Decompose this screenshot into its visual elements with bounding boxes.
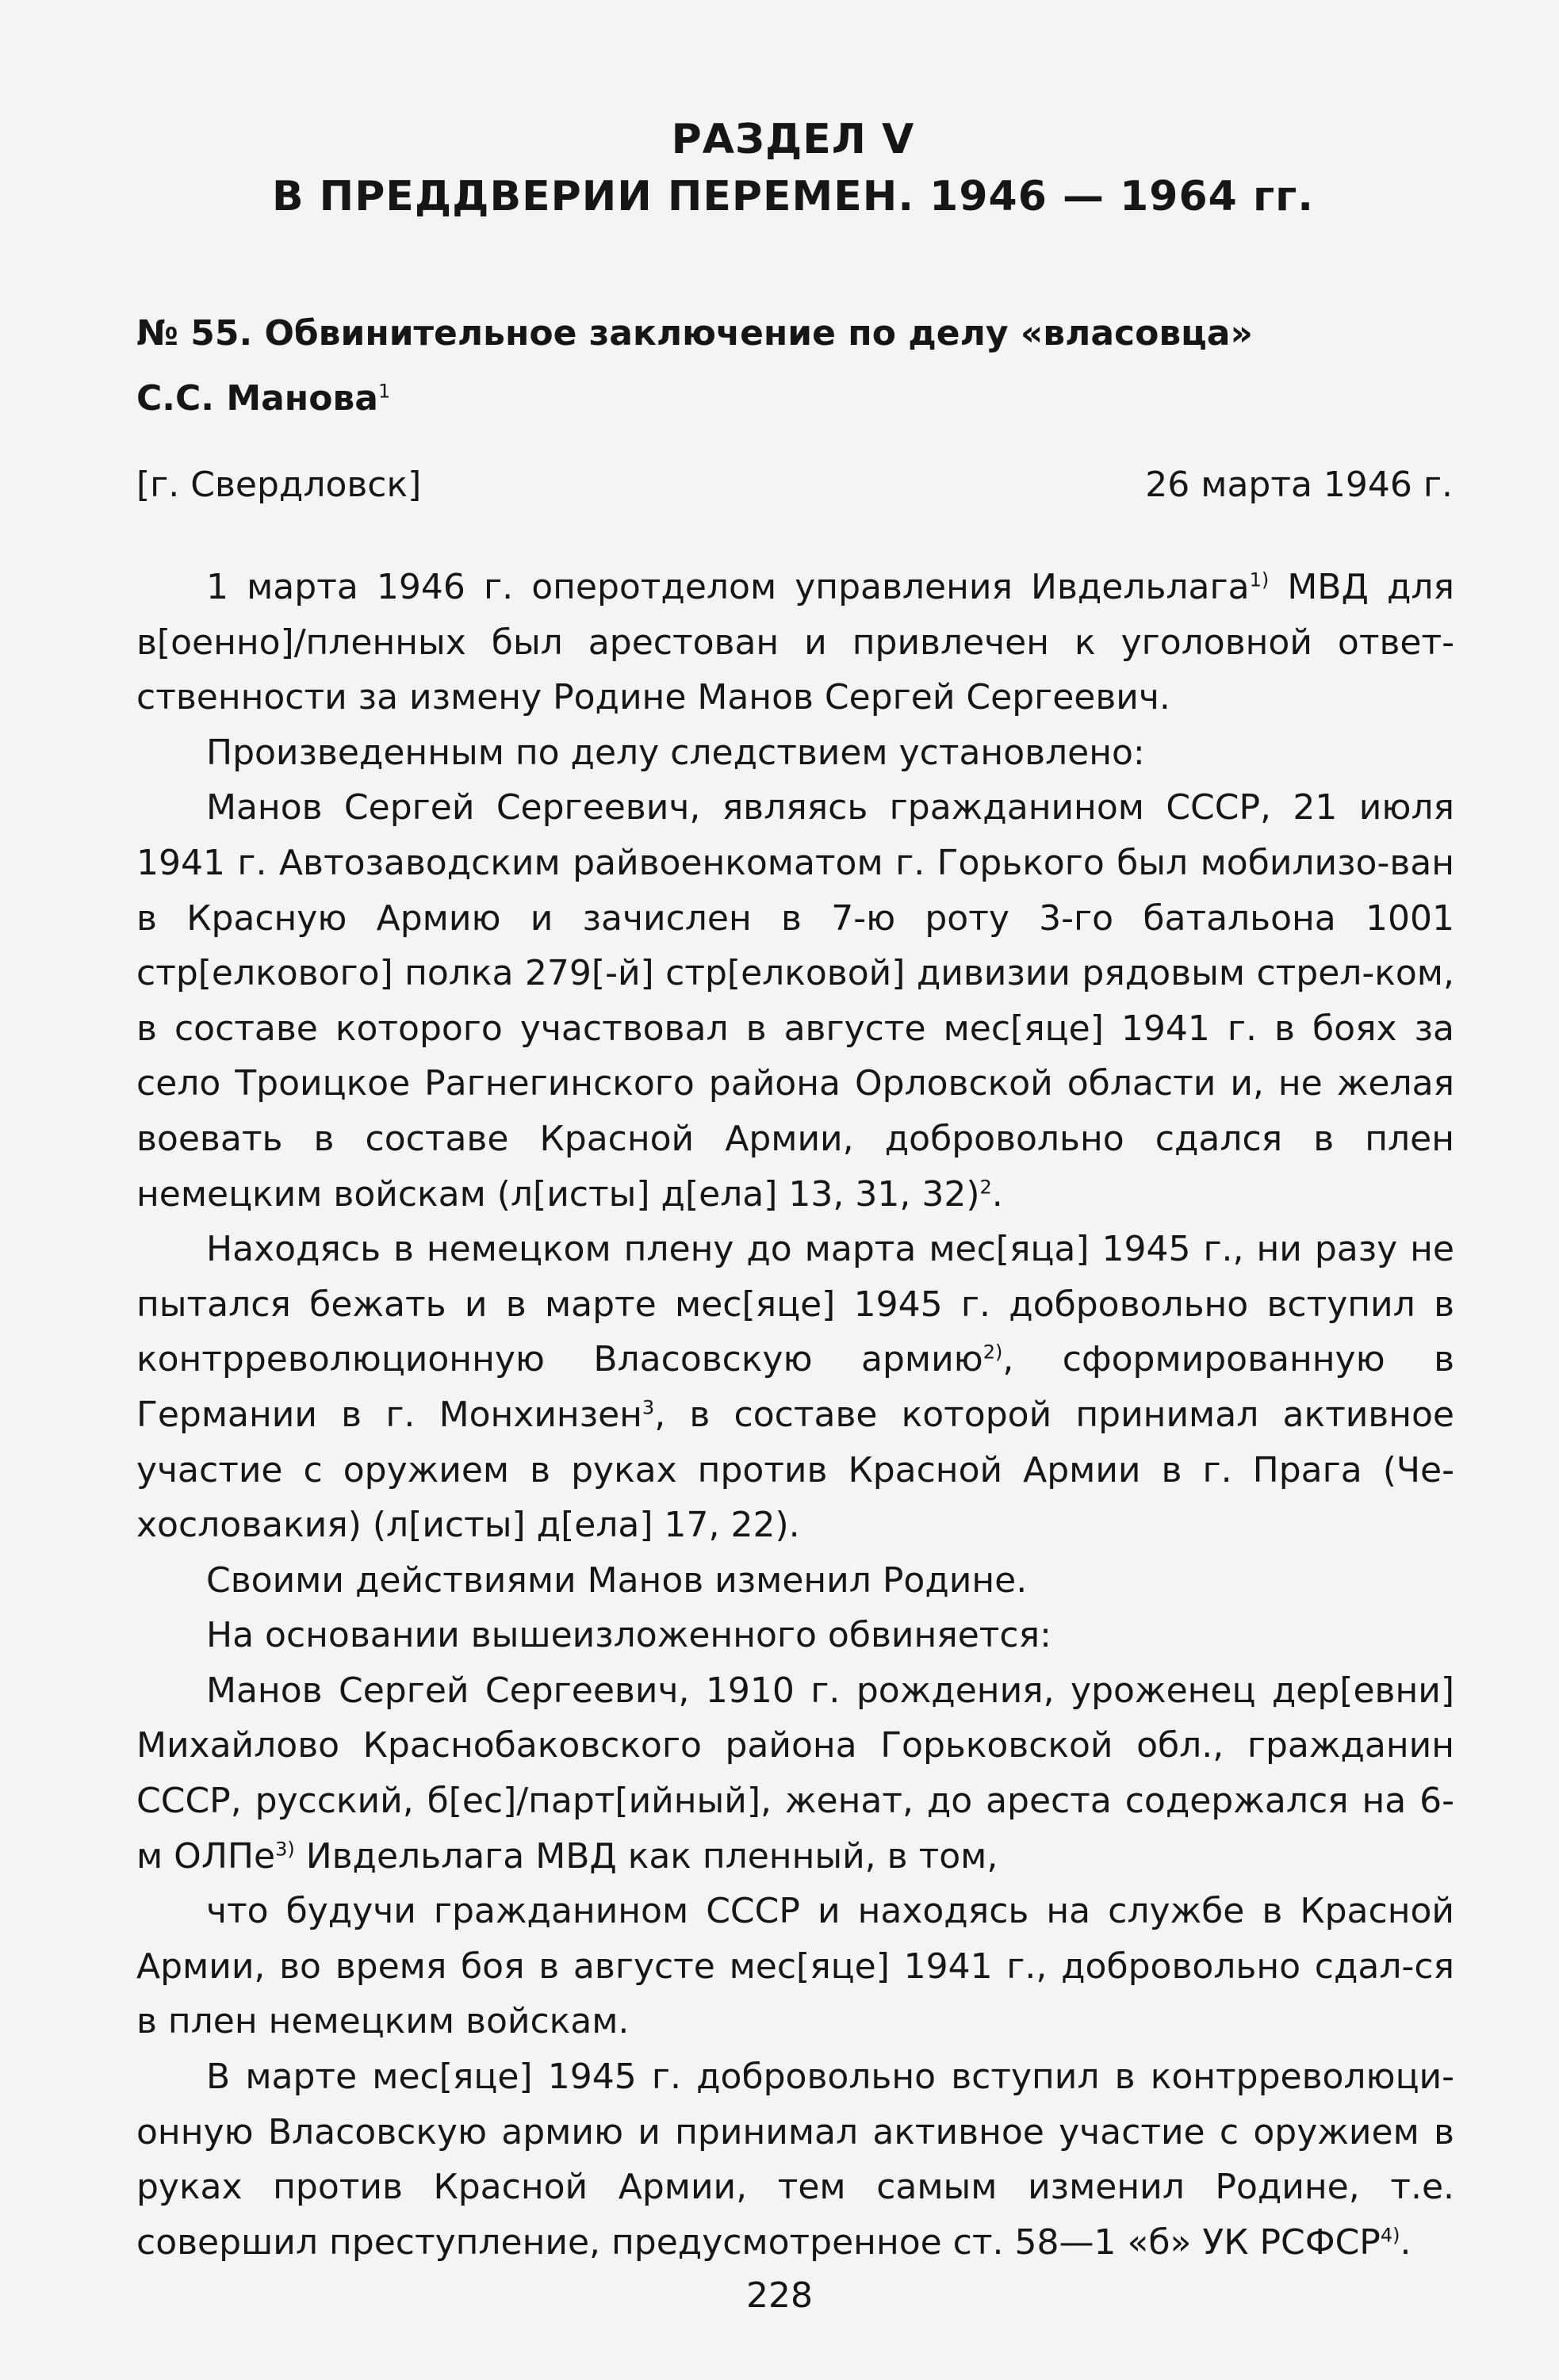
paragraph: что будучи гражданином СССР и находясь на службе в Красной Армии, во время боя в августе мес[яце] 1941 г., добровольно сдал-ся в плен немецким войскам. bbox=[136, 1891, 1454, 2042]
paragraph: Своими действиями Манов изменил Родине. bbox=[206, 1559, 1028, 1601]
document-date: 26 марта 1946 г. bbox=[1145, 465, 1453, 505]
place-date-line bbox=[136, 461, 1453, 509]
document-body bbox=[136, 560, 1454, 2270]
footnote-ref: 3) bbox=[275, 1838, 295, 1860]
paragraph: Манов Сергей Сергеевич, 1910 г. рождения, уроженец дер[евни] Михайлово Краснобаковского района Горьковской обл., гражданин СССР, русский, б[ес]/парт[ийный], женат, до ареста содержался на 6-м ОЛПе$^{3)}$ Ивдельлага МВД как пленный, в том, bbox=[136, 1670, 1454, 1877]
paragraph: Находясь в немецком плену до марта мес[яца] 1945 г., ни разу не пытался бежать и в марте мес[яце] 1945 г. добровольно вступил в контрреволюционную Власовскую армию$^{2)}$, сформированную в Германии в г. Монхинзен$^3$, в составе которой принимал активное участие с оружием в руках против Красной Армии в г. Прага (Че-хословакия) (л[исты] д[ела] 17, 22). bbox=[136, 1229, 1454, 1546]
paragraph: В марте мес[яце] 1945 г. добровольно вступил в контрреволюци-онную Власовскую армию и принимал активное участие с оружием в руках против Красной Армии, тем самым изменил Родине, т.е. совершил преступление, предусмотренное ст. 58—1 «б» УК РСФСР$^{4)}$. bbox=[136, 2057, 1454, 2263]
footnote-ref: 1 bbox=[377, 380, 391, 403]
paragraph: На основании вышеизложенного обвиняется: bbox=[206, 1615, 1051, 1656]
paragraph: Манов Сергей Сергеевич, являясь гражданином СССР, 21 июля 1941 г. Автозаводским райвоенкоматом г. Горького был мобилизо-ван в Красную Армию и зачислен в 7-ю роту 3-го батальона 1001 стр[елкового] полка 279[-й] стр[елковой] дивизии рядовым стрел-ком, в составе которого участвовал в августе мес[яце] 1941 г. в боях за село Троицкое Рагнегинского района Орловской области и, не желая воевать в составе Красной Армии, добровольно сдался в плен немецким войскам (л[исты] д[ела] 13, 31, 32)$^2$. bbox=[136, 787, 1454, 1215]
document-place: [г. Свердловск] bbox=[136, 465, 422, 505]
paragraph: Произведенным по делу следствием установлено: bbox=[206, 732, 1145, 773]
document-title bbox=[136, 301, 1453, 431]
footnote-ref: 3 bbox=[642, 1396, 655, 1419]
section-heading bbox=[135, 111, 1451, 225]
document-title-line1: № 55. Обвинительное заключение по делу «власовца» bbox=[136, 313, 1253, 354]
page-number: 228 bbox=[746, 2275, 813, 2316]
document-title-line2 bbox=[136, 366, 1453, 431]
footnote-ref: 2) bbox=[983, 1341, 1003, 1364]
section-number: РАЗДЕЛ V bbox=[671, 116, 915, 163]
footnote-ref: 1) bbox=[1249, 568, 1270, 591]
document-title-name: С.С. Манова bbox=[136, 378, 378, 419]
paragraph: 1 марта 1946 г. оперотделом управления Ивдельлага$^{1)}$ МВД для в[оенно]/пленных был арестован и привлечен к уголовной ответ-ственности за измену Родине Манов Сергей Сергеевич. bbox=[136, 567, 1454, 718]
footnote-ref: 2 bbox=[979, 1175, 992, 1198]
footnote-ref: 4) bbox=[1380, 2224, 1400, 2247]
section-title: В ПРЕДДВЕРИИ ПЕРЕМЕН. 1946 — 1964 гг. bbox=[271, 173, 1315, 220]
